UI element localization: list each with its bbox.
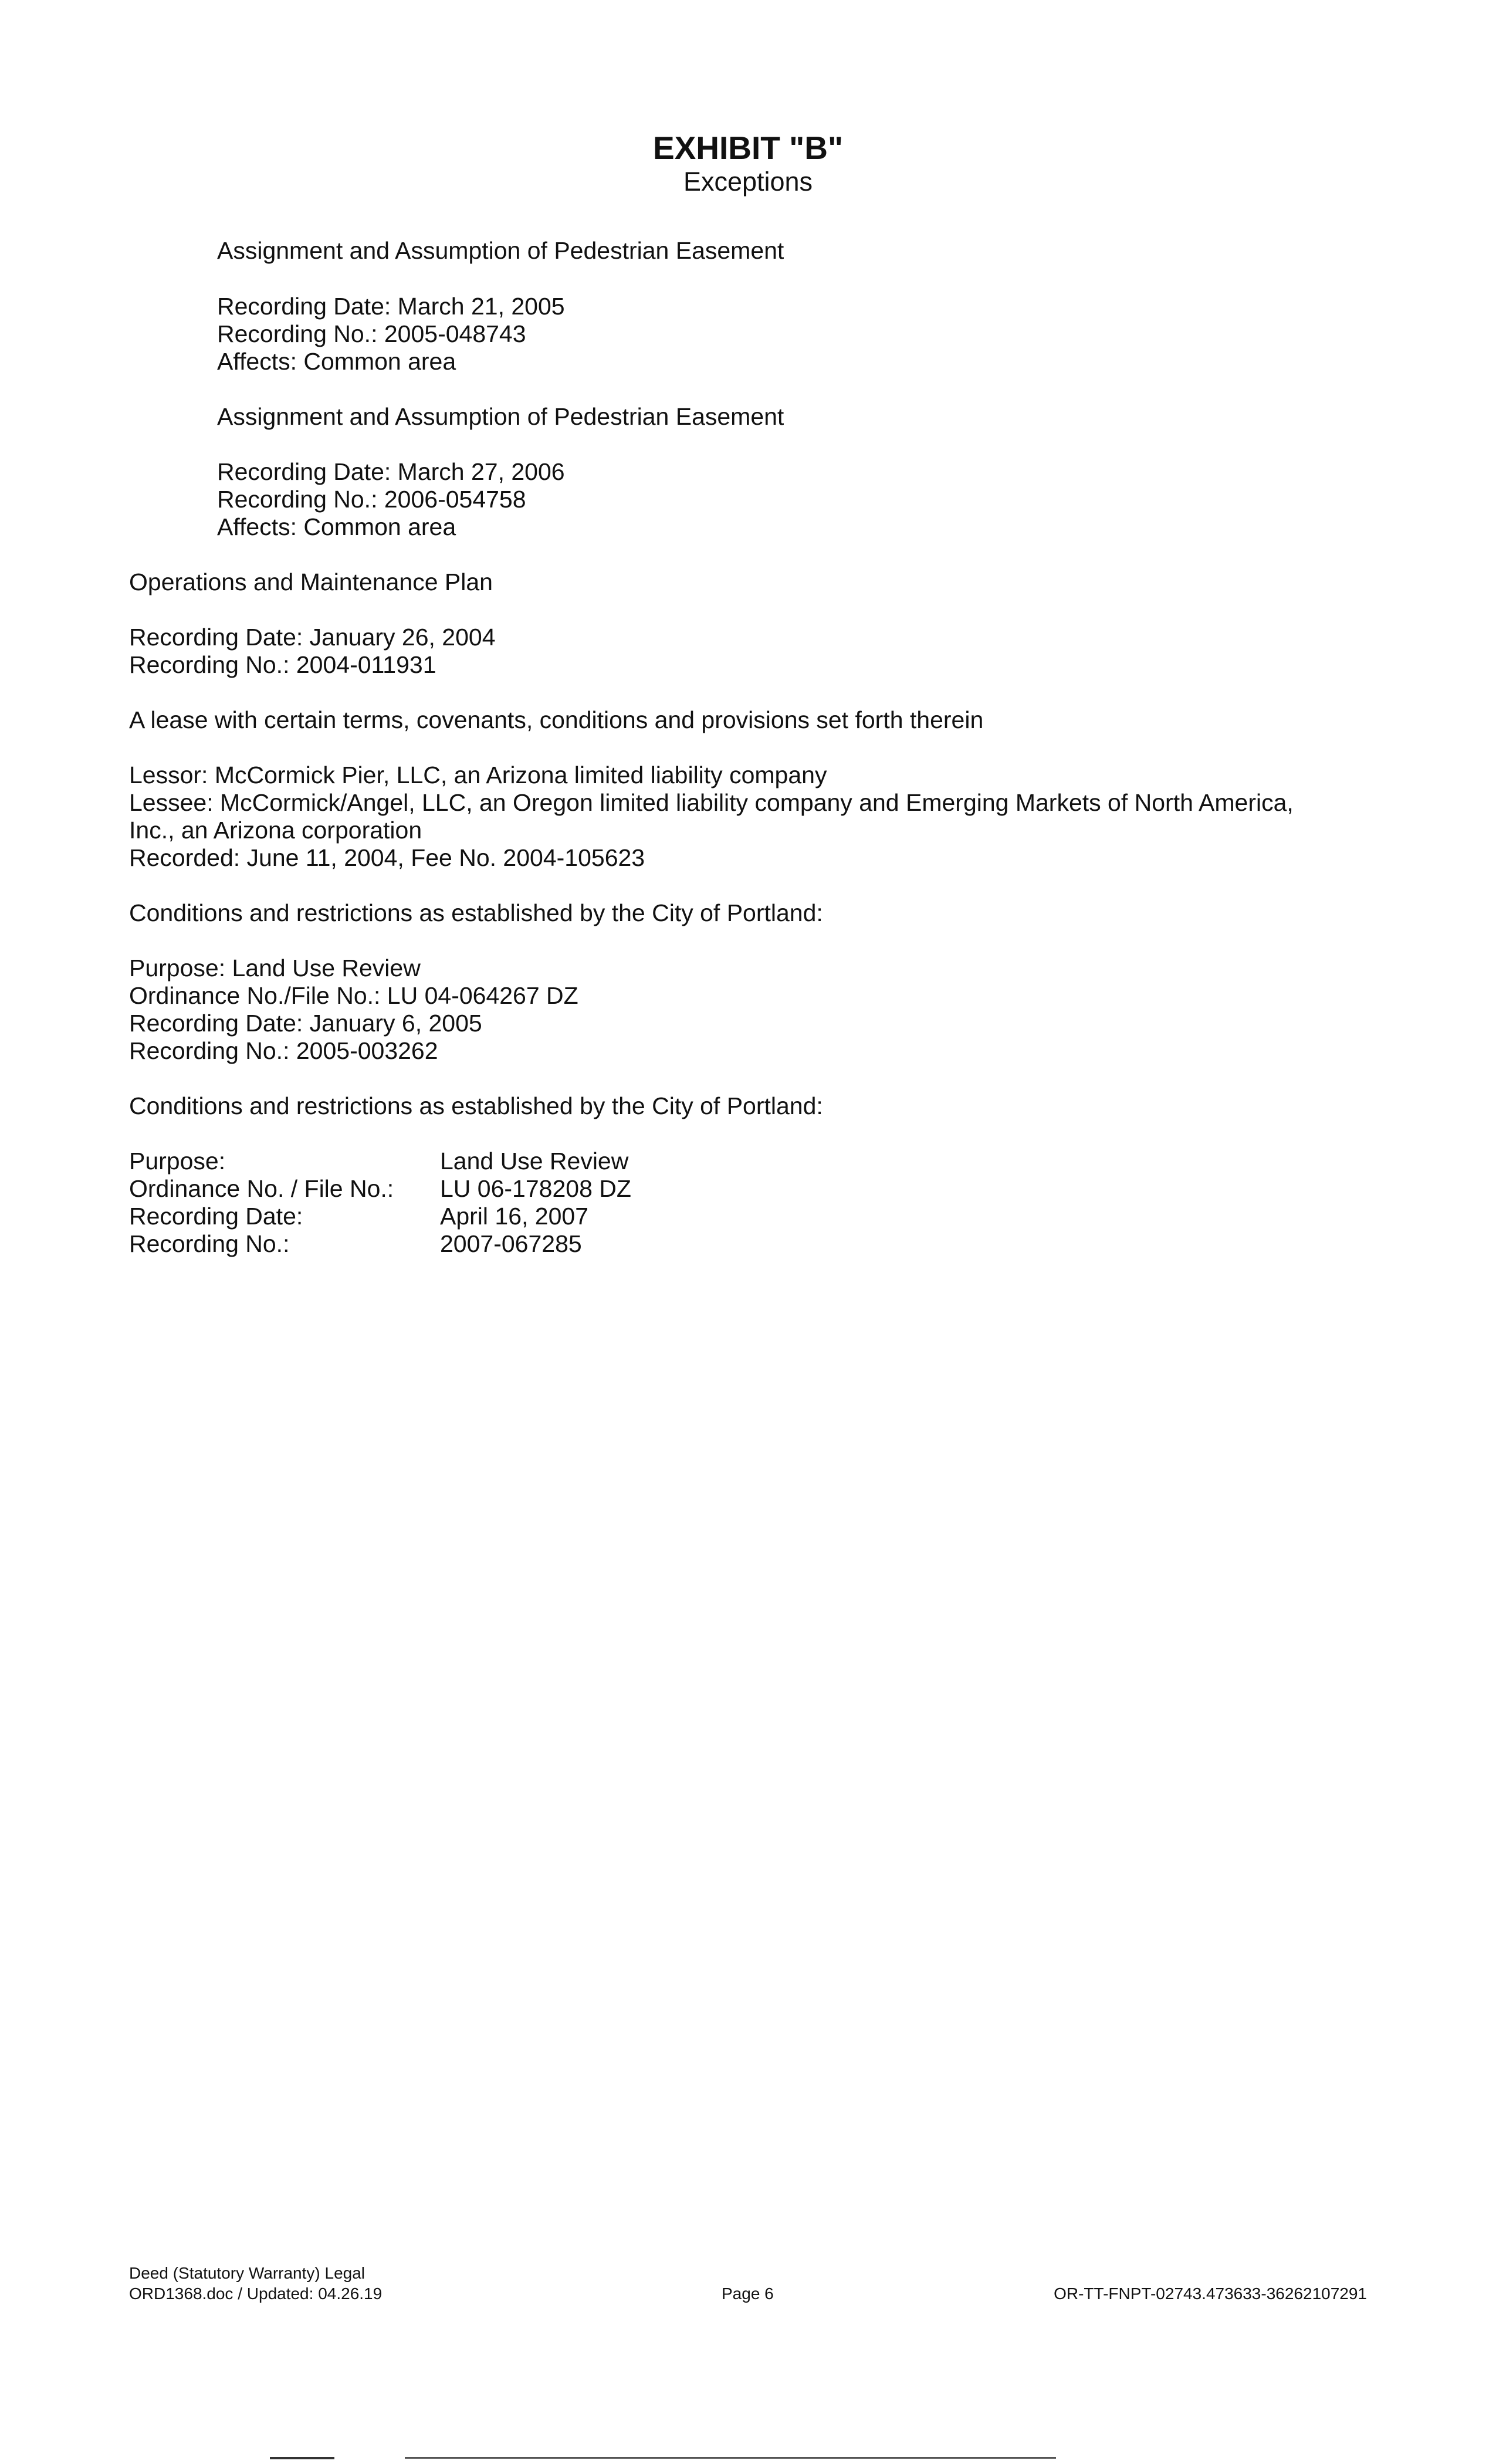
footer-doc-file: ORD1368.doc / Updated: 04.26.19 (129, 2284, 383, 2303)
lease-lessee-line2: Inc., an Arizona corporation (129, 817, 422, 844)
exhibit-subtitle: Exceptions (683, 167, 813, 197)
footer-doc-id: OR-TT-FNPT-02743.473633-36262107291 (1054, 2284, 1367, 2303)
conditions1-recording-no: Recording No.: 2005-003262 (129, 1037, 438, 1064)
footer-page-number: Page 6 (722, 2284, 774, 2303)
conditions2-value-ordinance: LU 06-178208 DZ (440, 1175, 631, 1202)
easement2-recording-date: Recording Date: March 27, 2006 (217, 458, 565, 485)
om-plan-recording-no: Recording No.: 2004-011931 (129, 651, 436, 678)
om-plan-heading: Operations and Maintenance Plan (129, 568, 493, 595)
lease-heading: A lease with certain terms, covenants, conditions and provisions set forth therein (129, 706, 984, 733)
conditions2-value-recording-no: 2007-067285 (440, 1230, 582, 1257)
conditions2-label-recording-no: Recording No.: (129, 1230, 290, 1257)
easement2-heading: Assignment and Assumption of Pedestrian Easement (217, 403, 784, 430)
conditions1-ordinance: Ordinance No./File No.: LU 04-064267 DZ (129, 982, 578, 1009)
footer-doc-type: Deed (Statutory Warranty) Legal (129, 2264, 365, 2282)
easement1-affects: Affects: Common area (217, 348, 456, 375)
conditions1-recording-date: Recording Date: January 6, 2005 (129, 1010, 482, 1037)
scan-mark (405, 2457, 1056, 2459)
easement2-affects: Affects: Common area (217, 513, 456, 540)
conditions2-heading: Conditions and restrictions as established by the City of Portland: (129, 1092, 823, 1119)
conditions2-value-recording-date: April 16, 2007 (440, 1203, 589, 1230)
lease-lessee-line1: Lessee: McCormick/Angel, LLC, an Oregon limited liability company and Emerging Markets of North America, (129, 789, 1294, 816)
exhibit-title: EXHIBIT "B" (652, 130, 844, 166)
conditions1-purpose: Purpose: Land Use Review (129, 955, 421, 981)
conditions2-label-recording-date: Recording Date: (129, 1203, 303, 1230)
easement1-recording-no: Recording No.: 2005-048743 (217, 320, 526, 347)
easement2-recording-no: Recording No.: 2006-054758 (217, 486, 526, 513)
om-plan-recording-date: Recording Date: January 26, 2004 (129, 624, 496, 651)
easement1-heading: Assignment and Assumption of Pedestrian Easement (217, 237, 784, 264)
lease-recorded: Recorded: June 11, 2004, Fee No. 2004-105623 (129, 844, 645, 871)
scan-mark (270, 2457, 334, 2459)
conditions1-heading: Conditions and restrictions as established by the City of Portland: (129, 899, 823, 926)
conditions2-label-purpose: Purpose: (129, 1148, 226, 1175)
lease-lessor: Lessor: McCormick Pier, LLC, an Arizona limited liability company (129, 761, 827, 788)
easement1-recording-date: Recording Date: March 21, 2005 (217, 293, 565, 320)
conditions2-value-purpose: Land Use Review (440, 1148, 629, 1175)
conditions2-label-ordinance: Ordinance No. / File No.: (129, 1175, 394, 1202)
